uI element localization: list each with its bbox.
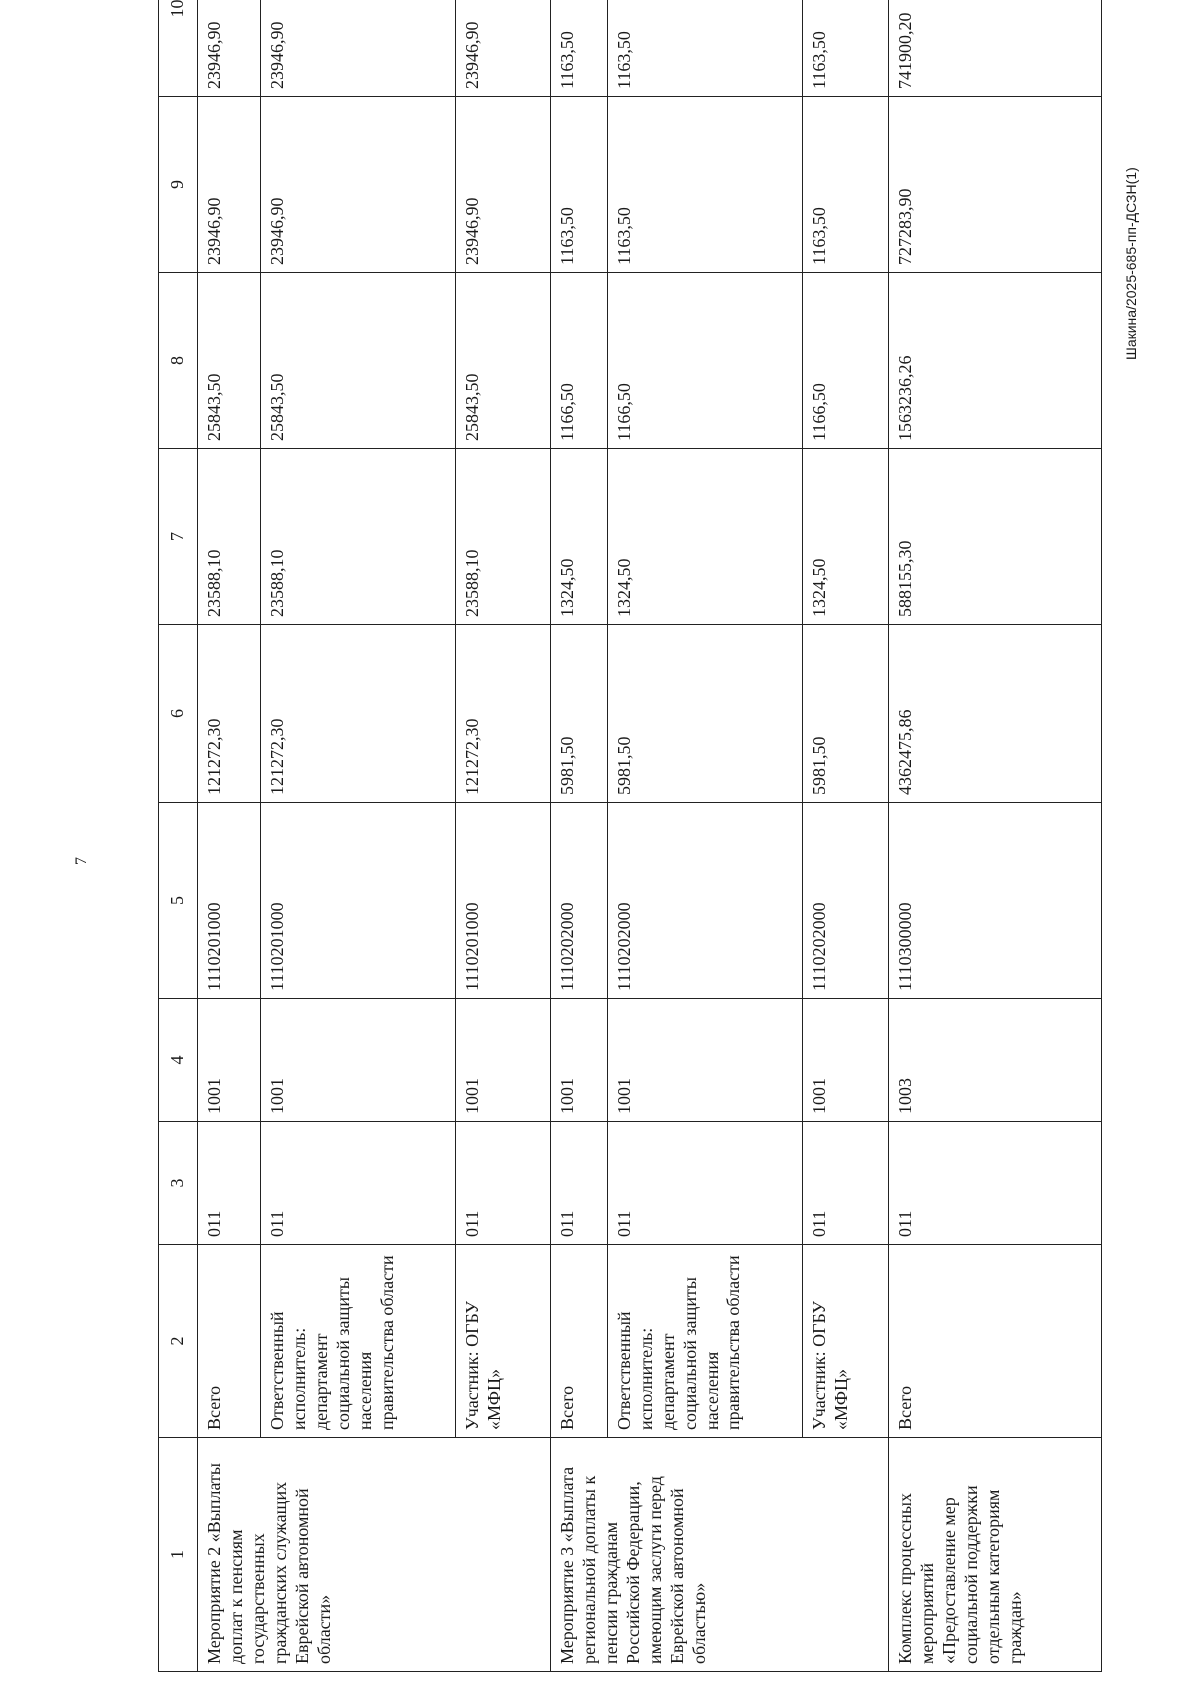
cell-value: 5981,50	[802, 625, 889, 803]
col-header-1: 1	[159, 1438, 198, 1672]
table-row	[455, 0, 550, 1672]
cell-value: 1001	[260, 999, 455, 1122]
cell-value: 1163,50	[802, 97, 889, 273]
cell-value: 1163,50	[607, 97, 802, 273]
table-row	[607, 0, 802, 1672]
cell-value: 1110201000	[260, 803, 455, 999]
cell-value: 1001	[802, 999, 889, 1122]
group-title-measure-2: Мероприятие 2 «Выплаты доплат к пенсиям государственных гражданских служащих Еврейской автономной области»	[198, 1438, 551, 1672]
cell-value: 121272,30	[455, 625, 550, 803]
cell-value: 1001	[455, 999, 550, 1122]
cell-value: 23946,90	[260, 0, 455, 97]
rotated-table-frame	[158, 0, 1102, 1672]
cell-label: Всего	[551, 1245, 607, 1438]
cell-value: 741900,20	[889, 0, 1102, 97]
cell-value: 1001	[198, 999, 261, 1122]
budget-table	[158, 0, 1102, 1672]
cell-value: 1163,50	[802, 0, 889, 97]
col-header-2: 2	[159, 1245, 198, 1438]
group-title-measure-3: Мероприятие 3 «Выплата региональной доплаты к пенсии гражданам Российской Федерации, имеющим заслуги перед Еврейской автономной областью»	[551, 1438, 889, 1672]
cell-label: Всего	[889, 1245, 1102, 1438]
cell-label: Всего	[198, 1245, 261, 1438]
cell-value: 011	[198, 1122, 261, 1245]
cell-value: 23588,10	[455, 449, 550, 625]
cell-value: 121272,30	[260, 625, 455, 803]
cell-value: 1166,50	[607, 273, 802, 449]
cell-label: Участник: ОГБУ «МФЦ»	[802, 1245, 889, 1438]
col-header-5: 5	[159, 803, 198, 999]
cell-value: 23946,90	[198, 0, 261, 97]
cell-value: 1163,50	[607, 0, 802, 97]
cell-value: 1110202000	[551, 803, 607, 999]
col-header-9: 9	[159, 97, 198, 273]
cell-value: 011	[607, 1122, 802, 1245]
table-row	[802, 0, 889, 1672]
table-row	[551, 0, 607, 1672]
cell-value: 011	[551, 1122, 607, 1245]
col-header-10: 10	[159, 0, 198, 97]
cell-value: 1003	[889, 999, 1102, 1122]
cell-value: 25843,50	[260, 273, 455, 449]
file-reference-text: Шакина/2025-685-пп-ДСЗН(1)	[1123, 167, 1139, 360]
table-row	[198, 0, 261, 1672]
cell-value: 727283,90	[889, 97, 1102, 273]
cell-value: 011	[455, 1122, 550, 1245]
cell-value: 1166,50	[551, 273, 607, 449]
cell-value: 1163,50	[551, 97, 607, 273]
cell-value: 1001	[607, 999, 802, 1122]
cell-label: Ответственный исполнитель: департамент социальной защиты населения правительства области	[260, 1245, 455, 1438]
group-title-process-complex: Комплекс процессных мероприятий «Предоставление мер социальной поддержки отдельным категориям граждан»	[889, 1438, 1102, 1672]
cell-value: 1166,50	[802, 273, 889, 449]
cell-value: 588155,30	[889, 449, 1102, 625]
header-row	[159, 0, 198, 1672]
cell-value: 1110201000	[198, 803, 261, 999]
cell-value: 23946,90	[455, 0, 550, 97]
file-reference	[1123, 167, 1139, 361]
cell-value: 25843,50	[455, 273, 550, 449]
cell-value: 1110201000	[455, 803, 550, 999]
cell-value: 1324,50	[551, 449, 607, 625]
cell-label: Ответственный исполнитель: департамент социальной защиты населения правительства области	[607, 1245, 802, 1438]
rotated-table-area	[158, 0, 1102, 1672]
cell-value: 011	[889, 1122, 1102, 1245]
cell-value: 1001	[551, 999, 607, 1122]
col-header-7: 7	[159, 449, 198, 625]
table-row	[260, 0, 455, 1672]
cell-value: 23946,90	[198, 97, 261, 273]
cell-value: 1324,50	[607, 449, 802, 625]
cell-value: 4362475,86	[889, 625, 1102, 803]
cell-value: 1110300000	[889, 803, 1102, 999]
cell-value: 23588,10	[260, 449, 455, 625]
cell-value: 5981,50	[607, 625, 802, 803]
cell-value: 23946,90	[455, 97, 550, 273]
col-header-6: 6	[159, 625, 198, 803]
cell-value: 23946,90	[260, 97, 455, 273]
col-header-8: 8	[159, 273, 198, 449]
cell-value: 1324,50	[802, 449, 889, 625]
cell-value: 1163,50	[551, 0, 607, 97]
cell-value: 121272,30	[198, 625, 261, 803]
cell-value: 1563236,26	[889, 273, 1102, 449]
cell-value: 25843,50	[198, 273, 261, 449]
cell-value: 1110202000	[607, 803, 802, 999]
cell-label: Участник: ОГБУ «МФЦ»	[455, 1245, 550, 1438]
page-number: 7	[73, 857, 90, 865]
table-row	[889, 0, 1102, 1672]
cell-value: 5981,50	[551, 625, 607, 803]
cell-value: 011	[260, 1122, 455, 1245]
col-header-3: 3	[159, 1122, 198, 1245]
col-header-4: 4	[159, 999, 198, 1122]
cell-value: 1110202000	[802, 803, 889, 999]
cell-value: 011	[802, 1122, 889, 1245]
cell-value: 23588,10	[198, 449, 261, 625]
